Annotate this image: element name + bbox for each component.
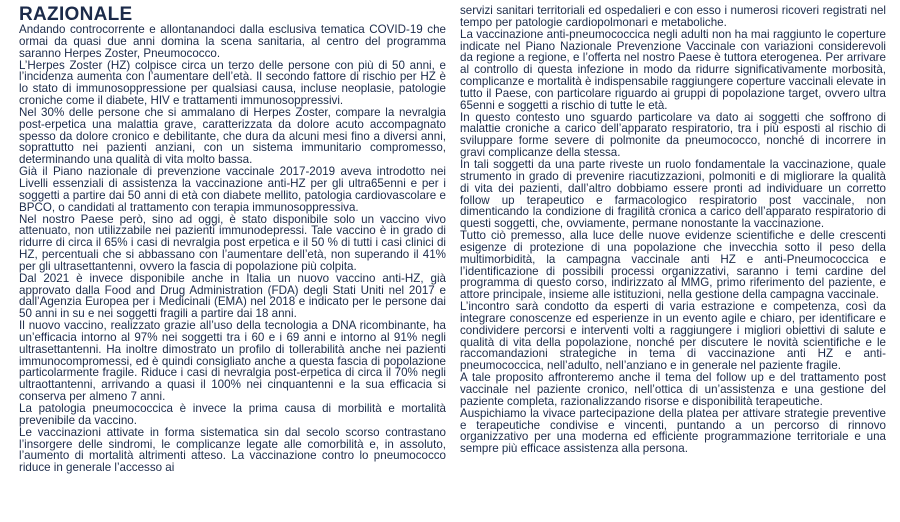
left-column (19, 24, 446, 474)
paragraph: In questo contesto uno sguardo particolare va dato ai soggetti che soffrono di malattie croniche a carico dell’apparato respiratorio, tra i più esposti al rischio di sviluppare forme severe di polmonite da pneumococco, nonché di incorrere in gravi complicanze della stessa. (460, 110, 886, 160)
paragraph: Tutto ciò premesso, alla luce delle nuove evidenze scientifiche e delle crescenti esigenze di protezione di una popolazione che invecchia sotto il peso della multimorbidità, la campagna vaccinale anti HZ e anti-Pneumococcica e l’identificazione di possibili processi organizzativi, saranno i temi cardine del programma di questo corso, indirizzato al MMG, primo riferimento del paziente, e attore principale, insieme alle istituzioni, nella gestione della campagna vaccinale. (460, 229, 886, 302)
right-column (460, 5, 886, 455)
paragraph: L’incontro sarà condotto da esperti di varia estrazione e competenza, così da integrare conoscenze ed esperienze in un evento agile e chiaro, per identificare e condividere percorsi e interventi volti a raggiungere i migliori obiettivi di salute e qualità di vita della popolazione, nonché per discutere le novità scientifiche e le raccomandazioni strategiche in tema di vaccinazione anti HZ e anti-pneumococcica, nell’adulto, nell’anziano e in generale nel paziente fragile. (460, 300, 886, 373)
paragraph: servizi sanitari territoriali ed ospedalieri e con esso i numerosi ricoveri registrati nel tempo per patologie cardiopolmonari e metaboliche. (460, 4, 886, 29)
paragraph: La vaccinazione anti-pneumococcica negli adulti non ha mai raggiunto le coperture indicate nel Piano Nazionale Prevenzione Vaccinale con variazioni considerevoli da regione a regione, e l’offerta nel nostro Paese è tuttora eterogenea. Per arrivare al controllo di questa infezione in modo da ridurre significativamente morbosità, complicanze e mortalità è indispensabile raggiungere coperture vaccinali elevate in tutto il Paese, con particolare riguardo ai gruppi di popolazione target, ovvero ultra 65enni e soggetti a rischio di tutte le età. (460, 27, 886, 112)
paragraph: Le vaccinazioni attivate in forma sistematica sin dal secolo scorso contrastano l’insorgere delle sindromi, le complicanze legate alle comorbilità e, in assoluto, l’aumento di mortalità altrimenti atteso. La vaccinazione contro lo pneumococco riduce in generale l’accesso ai (19, 425, 446, 475)
page-title: RAZIONALE (19, 4, 133, 25)
paragraph: Il nuovo vaccino, realizzato grazie all’uso della tecnologia a DNA ricombinante, ha un’efficacia intorno al 97% nei soggetti tra i 60 e i 69 anni e intorno al 91% negli ultrasettantenni. Ha inoltre dimostrato un profilo di tollerabilità anche nei pazienti immunocompromessi, ed è quindi consigliato anche a questa fascia di popolazione particolarmente fragile. Riduce i casi di nevralgia post-erpetica di circa il 70% negli ultraottantenni, arrivando a quasi il 100% nei cinquantenni e la sua efficacia si conserva per almeno 7 anni. (19, 319, 446, 404)
paragraph: Dal 2021 è invece disponibile anche in Italia un nuovo vaccino anti-HZ, già approvato dalla Food and Drug Administration (FDA) degli Stati Uniti nel 2017 e dall’Agenzia Europea per i Medicinali (EMA) nel 2018 e indicato per le persone dai 50 anni in su e nei soggetti fragili a partire dai 18 anni. (19, 271, 446, 321)
paragraph: L’Herpes Zoster (HZ) colpisce circa un terzo delle persone con più di 50 anni, e l’incidenza aumenta con l’aumentare dell’età. Il secondo fattore di rischio per HZ è lo stato di immunosoppressione per qualsiasi causa, incluse neoplasie, patologie croniche come il diabete, HIV e trattamenti immunosoppressivi. (19, 58, 446, 108)
paragraph: Già il Piano nazionale di prevenzione vaccinale 2017-2019 aveva introdotto nei Livelli essenziali di assistenza la vaccinazione anti-HZ per gli ultra65enni e per i soggetti a partire dai 50 anni di età con diabete mellito, patologia cardiovascolare e BPCO, o candidati al trattamento con terapia immunosoppressiva. (19, 165, 446, 214)
paragraph: A tale proposito affronteremo anche il tema del follow up e del trattamento post vaccinale nel paziente cronico, nell’ottica di un’assistenza e una gestione del paziente completa, razionalizzando risorse e disponibilità terapeutiche. (460, 371, 886, 408)
paragraph: In tali soggetti da una parte riveste un ruolo fondamentale la vaccinazione, quale strumento in grado di prevenire riacutizzazioni, polmoniti e di migliorare la qualità di vita dei pazienti, dall’altro dobbiamo essere pronti ad individuare un corretto follow up terapeutico e farmacologico respiratorio post vaccinale, non dimenticando la condizione di fragilità cronica a carico dell’apparato respiratorio di questi soggetti, che, ovviamente, permane nonostante la vaccinazione. (460, 157, 886, 231)
paragraph: La patologia pneumococcica è invece la prima causa di morbilità e mortalità prevenibile da vaccino. (19, 402, 446, 427)
paragraph: Nel nostro Paese però, sino ad oggi, è stato disponibile solo un vaccino vivo attenuato, non utilizzabile nei pazienti immunodepressi. Tale vaccino è in grado di ridurre di circa il 65% i casi di nevralgia post erpetica e il 50 % di tutti i casi clinici di HZ, percentuali che si abbassano con l’aumentare dell’età, non superando il 41% per gli ultrasettantenni, ovvero la fascia di popolazione più colpita. (19, 212, 446, 273)
paragraph: Auspichiamo la vivace partecipazione della platea per attivare strategie preventive e terapeutiche condivise e vincenti, puntando a un percorso di rinnovo organizzativo per una moderna ed efficiente programmazione territoriale e una sempre più efficace assistenza alla persona. (460, 406, 886, 456)
paragraph: Andando controcorrente e allontanandoci dalla esclusiva tematica COVID-19 che ormai da quasi due anni domina la scena sanitaria, al centro del programma saranno Herpes Zoster, Pneumococco. (19, 23, 446, 60)
paragraph: Nel 30% delle persone che si ammalano di Herpes Zoster, compare la nevralgia post-erpetica una malattia grave, caratterizzata da dolore acuto accompagnato spesso da dolore cronico e debilitante, che dura da alcuni mesi fino a diversi anni, soprattutto nei pazienti anziani, con un sistema immunitario compromesso, determinando una qualità di vita molto bassa. (19, 105, 446, 167)
